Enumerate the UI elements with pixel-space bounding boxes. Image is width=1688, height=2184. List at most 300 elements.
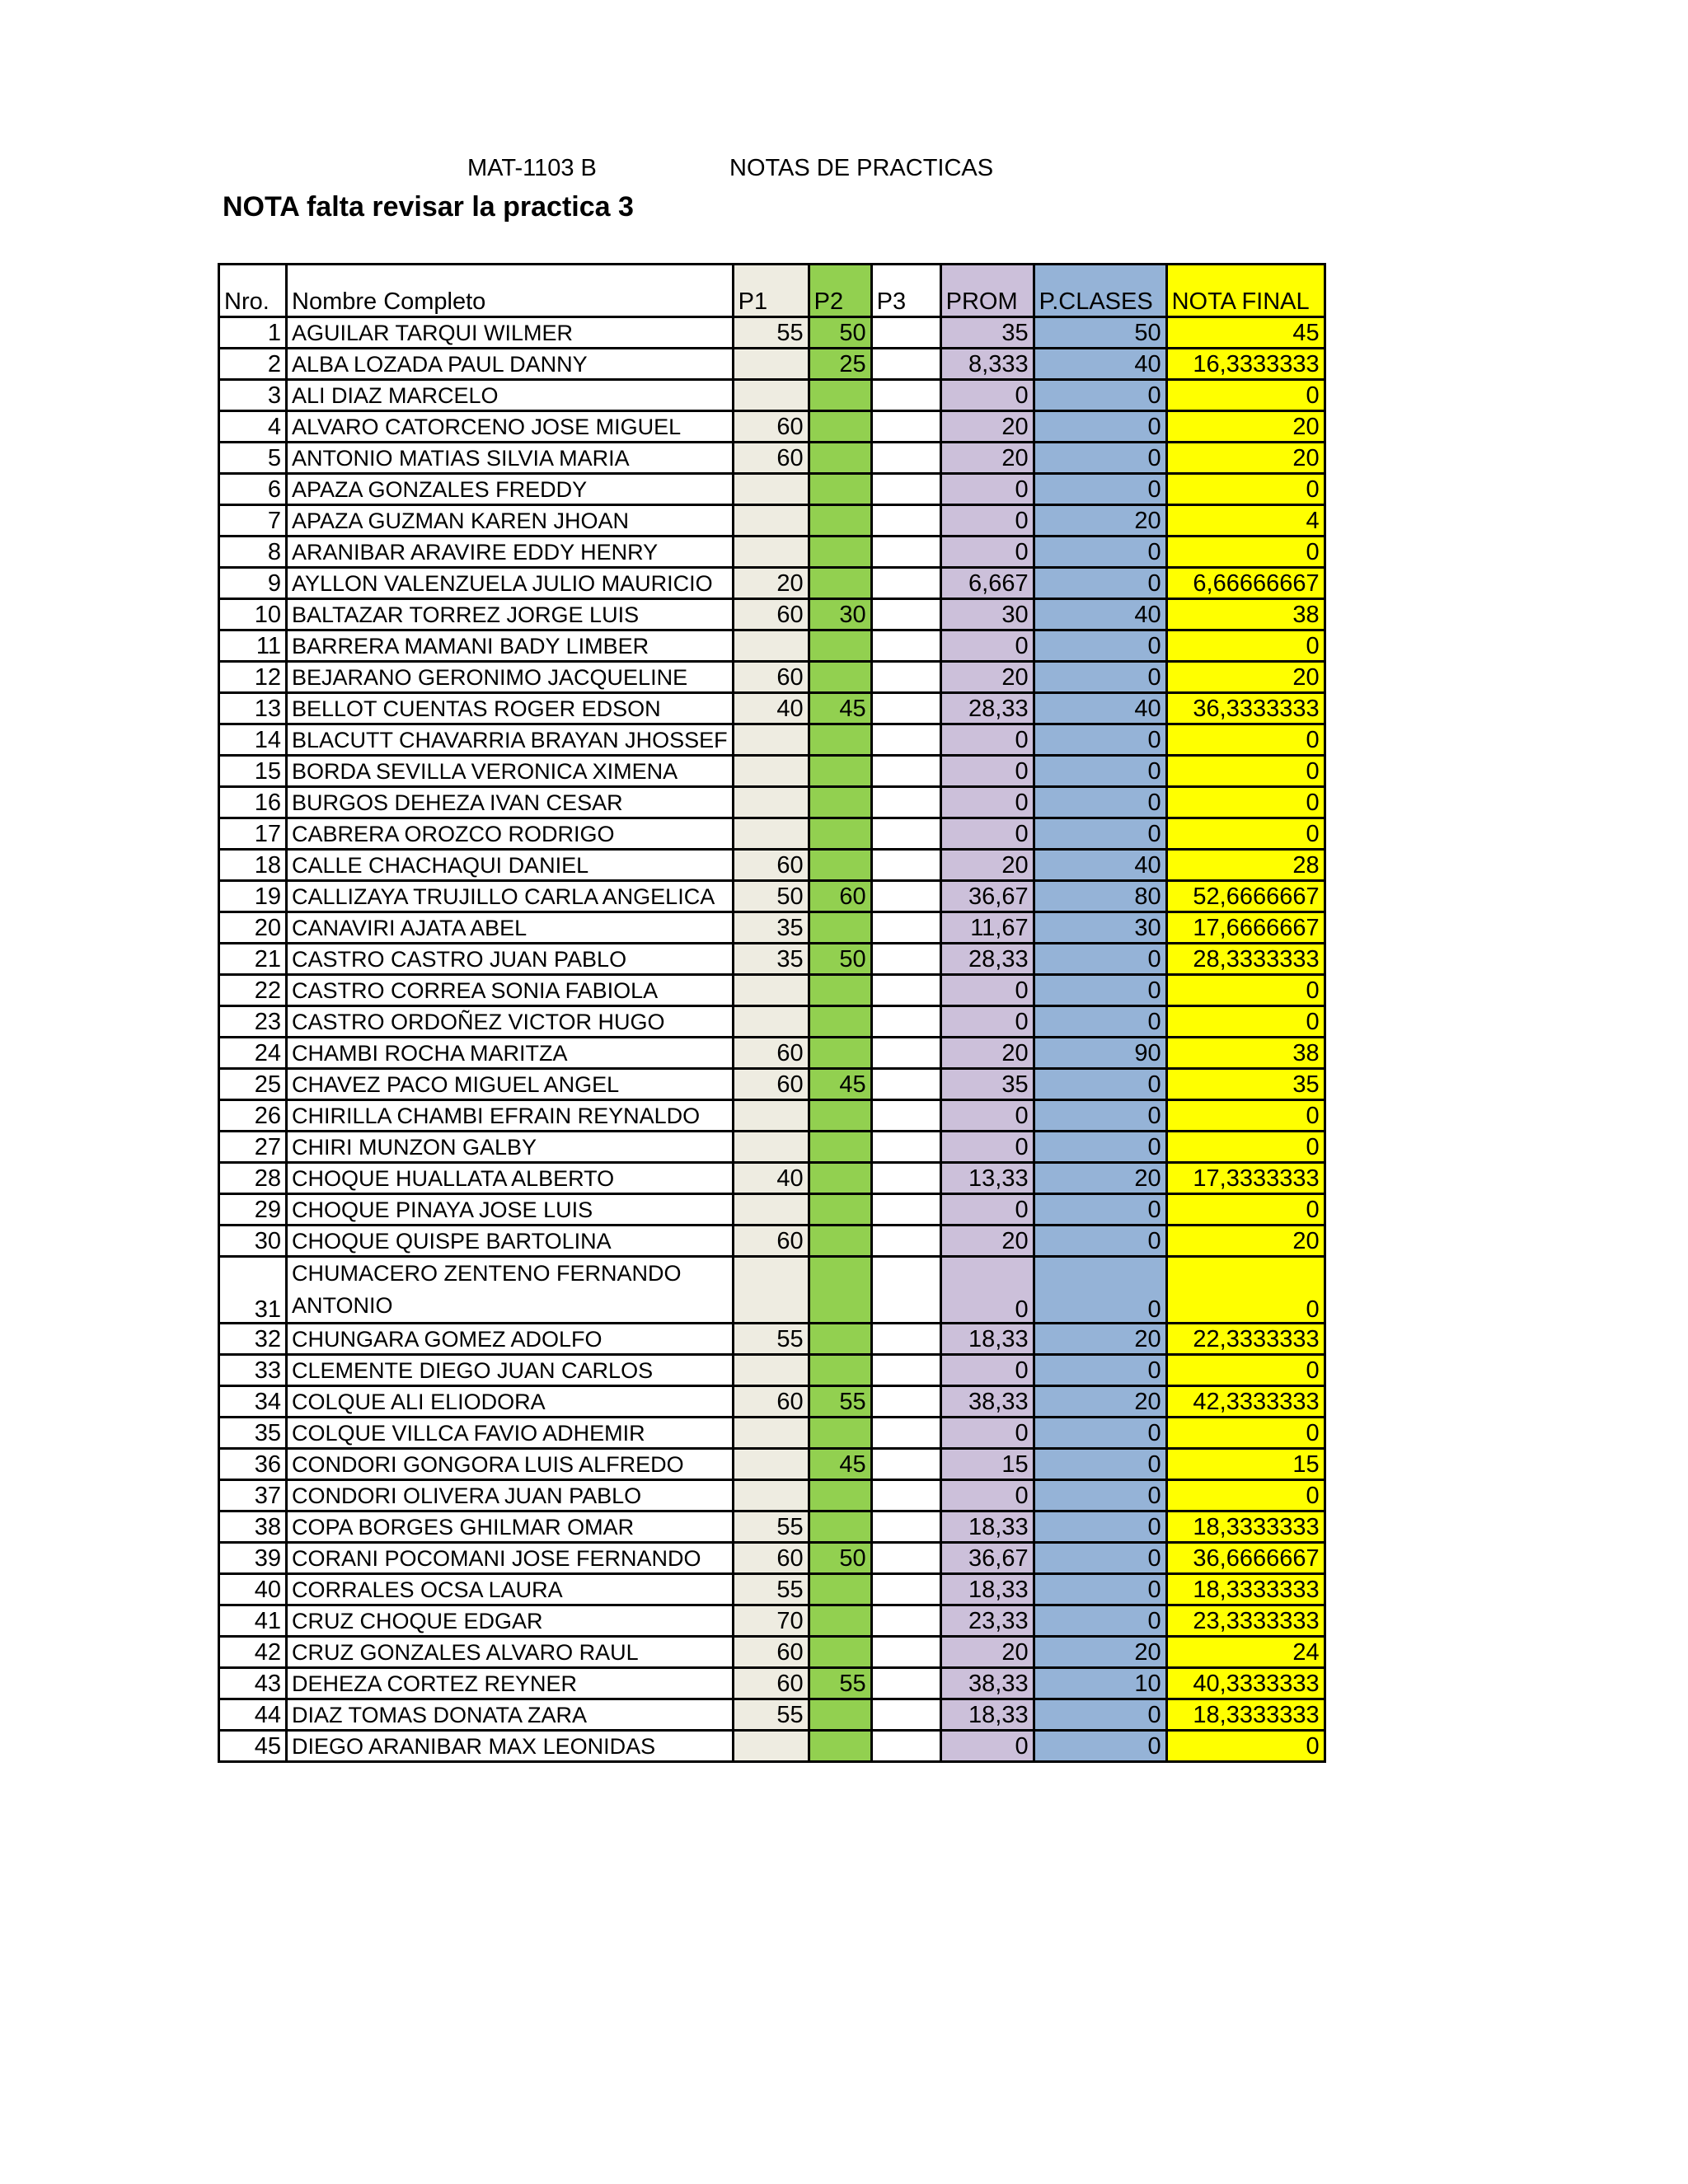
cell-name: CRUZ CHOQUE EDGAR: [287, 1605, 734, 1637]
cell-nro: 26: [219, 1100, 287, 1132]
cell-p-clases: 0: [1034, 1069, 1166, 1100]
cell-name: DIAZ TOMAS DONATA ZARA: [287, 1699, 734, 1731]
table-row: [219, 756, 1325, 787]
cell-nota-final: 20: [1166, 662, 1325, 693]
cell-prom: 28,33: [940, 693, 1034, 724]
cell-p-clases: 0: [1034, 1480, 1166, 1511]
table-row: [219, 599, 1325, 630]
cell-name: CRUZ GONZALES ALVARO RAUL: [287, 1637, 734, 1668]
table-row: [219, 1100, 1325, 1132]
cell-p2: [809, 912, 871, 944]
cell-p3: [871, 1386, 940, 1418]
cell-name: CORRALES OCSA LAURA: [287, 1574, 734, 1605]
table-row: [219, 975, 1325, 1006]
cell-p1: [733, 1355, 809, 1386]
cell-p-clases: 0: [1034, 1731, 1166, 1762]
table-row: [219, 1038, 1325, 1069]
cell-p2: 45: [809, 1449, 871, 1480]
cell-prom: 0: [940, 1132, 1034, 1163]
cell-p3: [871, 1511, 940, 1543]
cell-p-clases: 0: [1034, 411, 1166, 443]
table-row: [219, 505, 1325, 537]
cell-p2: [809, 380, 871, 411]
cell-prom: 36,67: [940, 1543, 1034, 1574]
table-row: [219, 1355, 1325, 1386]
cell-p2: [809, 568, 871, 599]
cell-p2: 50: [809, 317, 871, 349]
cell-name: ALBA LOZADA PAUL DANNY: [287, 349, 734, 380]
cell-nro: 25: [219, 1069, 287, 1100]
cell-nro: 14: [219, 724, 287, 756]
table-row: [219, 850, 1325, 881]
cell-p2: [809, 756, 871, 787]
cell-p1: 50: [733, 881, 809, 912]
cell-p1: 55: [733, 1511, 809, 1543]
cell-nota-final: 0: [1166, 1006, 1325, 1038]
cell-prom: 18,33: [940, 1511, 1034, 1543]
cell-prom: 23,33: [940, 1605, 1034, 1637]
cell-name: CABRERA OROZCO RODRIGO: [287, 818, 734, 850]
cell-prom: 18,33: [940, 1324, 1034, 1355]
table-row: [219, 349, 1325, 380]
cell-nota-final: 28,3333333: [1166, 944, 1325, 975]
cell-p3: [871, 1163, 940, 1194]
cell-p2: [809, 1324, 871, 1355]
cell-name: CASTRO ORDOÑEZ VICTOR HUGO: [287, 1006, 734, 1038]
cell-p3: [871, 1069, 940, 1100]
table-row: [219, 1699, 1325, 1731]
cell-nota-final: 0: [1166, 724, 1325, 756]
cell-name: BELLOT CUENTAS ROGER EDSON: [287, 693, 734, 724]
table-row: [219, 568, 1325, 599]
cell-p3: [871, 1605, 940, 1637]
table-row: [219, 1574, 1325, 1605]
cell-p3: [871, 349, 940, 380]
cell-p3: [871, 1637, 940, 1668]
cell-prom: 0: [940, 1194, 1034, 1226]
cell-p3: [871, 1100, 940, 1132]
cell-p1: 60: [733, 1069, 809, 1100]
cell-prom: 18,33: [940, 1699, 1034, 1731]
cell-name: CLEMENTE DIEGO JUAN CARLOS: [287, 1355, 734, 1386]
cell-nota-final: 0: [1166, 1480, 1325, 1511]
table-row: [219, 944, 1325, 975]
cell-nota-final: 0: [1166, 1257, 1325, 1324]
cell-p1: 60: [733, 1543, 809, 1574]
cell-p3: [871, 1038, 940, 1069]
cell-nro: 12: [219, 662, 287, 693]
cell-nro: 38: [219, 1511, 287, 1543]
cell-nota-final: 0: [1166, 1418, 1325, 1449]
cell-p2: [809, 724, 871, 756]
cell-nota-final: 20: [1166, 443, 1325, 474]
cell-nota-final: 38: [1166, 1038, 1325, 1069]
cell-nota-final: 23,3333333: [1166, 1605, 1325, 1637]
cell-nro: 34: [219, 1386, 287, 1418]
cell-p1: [733, 756, 809, 787]
cell-nota-final: 16,3333333: [1166, 349, 1325, 380]
table-row: [219, 1163, 1325, 1194]
cell-p3: [871, 443, 940, 474]
table-row: [219, 1132, 1325, 1163]
cell-p1: [733, 724, 809, 756]
cell-p3: [871, 1355, 940, 1386]
cell-nota-final: 0: [1166, 1132, 1325, 1163]
cell-p2: [809, 630, 871, 662]
table-row: [219, 1226, 1325, 1257]
cell-nro: 19: [219, 881, 287, 912]
cell-name: CHIRI MUNZON GALBY: [287, 1132, 734, 1163]
cell-name: APAZA GUZMAN KAREN JHOAN: [287, 505, 734, 537]
cell-p1: 60: [733, 1637, 809, 1668]
table-row: [219, 1257, 1325, 1324]
cell-p2: 50: [809, 944, 871, 975]
cell-nota-final: 0: [1166, 1194, 1325, 1226]
column-header-prom: PROM: [940, 265, 1034, 317]
cell-name: CHAVEZ PACO MIGUEL ANGEL: [287, 1069, 734, 1100]
cell-name: BURGOS DEHEZA IVAN CESAR: [287, 787, 734, 818]
cell-p-clases: 0: [1034, 1194, 1166, 1226]
cell-nro: 7: [219, 505, 287, 537]
cell-name: COLQUE VILLCA FAVIO ADHEMIR: [287, 1418, 734, 1449]
cell-p2: [809, 1038, 871, 1069]
cell-nro: 28: [219, 1163, 287, 1194]
cell-nota-final: 0: [1166, 630, 1325, 662]
cell-p-clases: 0: [1034, 756, 1166, 787]
table-row: [219, 818, 1325, 850]
cell-p-clases: 20: [1034, 505, 1166, 537]
table-row: [219, 1605, 1325, 1637]
column-header-name: Nombre Completo: [287, 265, 734, 317]
cell-p1: 55: [733, 1574, 809, 1605]
cell-name: BALTAZAR TORREZ JORGE LUIS: [287, 599, 734, 630]
cell-p3: [871, 1257, 940, 1324]
cell-nro: 43: [219, 1668, 287, 1699]
column-header-nota-final: NOTA FINAL: [1166, 265, 1325, 317]
cell-nro: 23: [219, 1006, 287, 1038]
cell-p3: [871, 1699, 940, 1731]
cell-p1: [733, 818, 809, 850]
cell-nota-final: 42,3333333: [1166, 1386, 1325, 1418]
cell-p-clases: 80: [1034, 881, 1166, 912]
cell-p-clases: 0: [1034, 1574, 1166, 1605]
cell-p-clases: 0: [1034, 1257, 1166, 1324]
table-row: [219, 724, 1325, 756]
cell-name: CHOQUE PINAYA JOSE LUIS: [287, 1194, 734, 1226]
cell-nro: 9: [219, 568, 287, 599]
cell-p1: [733, 1194, 809, 1226]
cell-prom: 11,67: [940, 912, 1034, 944]
cell-p1: 60: [733, 1226, 809, 1257]
cell-p-clases: 0: [1034, 1543, 1166, 1574]
table-row: [219, 1637, 1325, 1668]
cell-p2: [809, 1480, 871, 1511]
cell-p1: [733, 1006, 809, 1038]
cell-p3: [871, 662, 940, 693]
cell-name: ARANIBAR ARAVIRE EDDY HENRY: [287, 537, 734, 568]
cell-nro: 4: [219, 411, 287, 443]
cell-p1: [733, 1257, 809, 1324]
cell-p-clases: 0: [1034, 1699, 1166, 1731]
review-note: NOTA falta revisar la practica 3: [223, 191, 634, 223]
column-header-p2: P2: [809, 265, 871, 317]
cell-prom: 36,67: [940, 881, 1034, 912]
page-title: NOTAS DE PRACTICAS: [729, 155, 994, 181]
cell-p-clases: 0: [1034, 1418, 1166, 1449]
cell-name: DIEGO ARANIBAR MAX LEONIDAS: [287, 1731, 734, 1762]
cell-p1: 60: [733, 443, 809, 474]
cell-p-clases: 50: [1034, 317, 1166, 349]
table-row: [219, 474, 1325, 505]
cell-p2: [809, 1511, 871, 1543]
table-row: [219, 662, 1325, 693]
table-row: [219, 1449, 1325, 1480]
table-row: [219, 1069, 1325, 1100]
table-row: [219, 1418, 1325, 1449]
cell-nota-final: 0: [1166, 818, 1325, 850]
cell-p1: 60: [733, 850, 809, 881]
cell-nro: 32: [219, 1324, 287, 1355]
cell-p2: [809, 1637, 871, 1668]
cell-nro: 8: [219, 537, 287, 568]
cell-nro: 40: [219, 1574, 287, 1605]
cell-nro: 45: [219, 1731, 287, 1762]
cell-p2: 45: [809, 693, 871, 724]
cell-nro: 36: [219, 1449, 287, 1480]
cell-p2: 55: [809, 1668, 871, 1699]
cell-prom: 20: [940, 662, 1034, 693]
cell-p-clases: 20: [1034, 1637, 1166, 1668]
cell-nro: 18: [219, 850, 287, 881]
cell-p-clases: 10: [1034, 1668, 1166, 1699]
cell-prom: 0: [940, 1006, 1034, 1038]
cell-nota-final: 24: [1166, 1637, 1325, 1668]
cell-p2: [809, 1355, 871, 1386]
cell-name: COPA BORGES GHILMAR OMAR: [287, 1511, 734, 1543]
table-row: [219, 1731, 1325, 1762]
cell-p2: [809, 1605, 871, 1637]
cell-prom: 20: [940, 1637, 1034, 1668]
cell-name: CHAMBI ROCHA MARITZA: [287, 1038, 734, 1069]
cell-p2: [809, 1257, 871, 1324]
cell-p3: [871, 411, 940, 443]
cell-p3: [871, 1731, 940, 1762]
cell-nro: 27: [219, 1132, 287, 1163]
cell-p3: [871, 1226, 940, 1257]
cell-p-clases: 0: [1034, 380, 1166, 411]
table-row: [219, 1480, 1325, 1511]
cell-p1: 35: [733, 944, 809, 975]
cell-prom: 0: [940, 1257, 1034, 1324]
cell-nota-final: 0: [1166, 474, 1325, 505]
cell-name: CONDORI GONGORA LUIS ALFREDO: [287, 1449, 734, 1480]
cell-p3: [871, 380, 940, 411]
cell-nota-final: 0: [1166, 756, 1325, 787]
cell-name: ANTONIO MATIAS SILVIA MARIA: [287, 443, 734, 474]
cell-name: ALVARO CATORCENO JOSE MIGUEL: [287, 411, 734, 443]
cell-name: CASTRO CASTRO JUAN PABLO: [287, 944, 734, 975]
cell-prom: 13,33: [940, 1163, 1034, 1194]
cell-p-clases: 0: [1034, 1605, 1166, 1637]
cell-prom: 0: [940, 1731, 1034, 1762]
cell-prom: 38,33: [940, 1386, 1034, 1418]
cell-name: CHOQUE HUALLATA ALBERTO: [287, 1163, 734, 1194]
cell-nota-final: 0: [1166, 537, 1325, 568]
cell-name: AYLLON VALENZUELA JULIO MAURICIO: [287, 568, 734, 599]
cell-name: CONDORI OLIVERA JUAN PABLO: [287, 1480, 734, 1511]
cell-p3: [871, 537, 940, 568]
cell-p2: [809, 505, 871, 537]
cell-name: BEJARANO GERONIMO JACQUELINE: [287, 662, 734, 693]
cell-p2: [809, 443, 871, 474]
cell-prom: 0: [940, 1418, 1034, 1449]
table-row: [219, 443, 1325, 474]
cell-prom: 0: [940, 975, 1034, 1006]
grades-table-body: [219, 265, 1325, 1762]
cell-p2: [809, 1731, 871, 1762]
cell-p3: [871, 1668, 940, 1699]
cell-name: CANAVIRI AJATA ABEL: [287, 912, 734, 944]
table-row: [219, 1324, 1325, 1355]
cell-p2: 50: [809, 1543, 871, 1574]
cell-nota-final: 0: [1166, 1355, 1325, 1386]
cell-p-clases: 0: [1034, 1006, 1166, 1038]
cell-name: CHIRILLA CHAMBI EFRAIN REYNALDO: [287, 1100, 734, 1132]
cell-p3: [871, 881, 940, 912]
cell-p1: [733, 474, 809, 505]
cell-prom: 0: [940, 1100, 1034, 1132]
cell-nro: 37: [219, 1480, 287, 1511]
table-row: [219, 411, 1325, 443]
column-header-p1: P1: [733, 265, 809, 317]
cell-p3: [871, 474, 940, 505]
cell-p-clases: 0: [1034, 1226, 1166, 1257]
cell-nro: 22: [219, 975, 287, 1006]
cell-p1: [733, 787, 809, 818]
cell-p2: [809, 1132, 871, 1163]
cell-p-clases: 20: [1034, 1163, 1166, 1194]
cell-p-clases: 0: [1034, 662, 1166, 693]
cell-p-clases: 0: [1034, 537, 1166, 568]
cell-nro: 29: [219, 1194, 287, 1226]
cell-p-clases: 0: [1034, 1100, 1166, 1132]
cell-p2: [809, 1163, 871, 1194]
cell-prom: 0: [940, 756, 1034, 787]
cell-nota-final: 45: [1166, 317, 1325, 349]
cell-name: APAZA GONZALES FREDDY: [287, 474, 734, 505]
cell-p2: [809, 537, 871, 568]
cell-p-clases: 0: [1034, 975, 1166, 1006]
cell-p2: [809, 1100, 871, 1132]
cell-nota-final: 36,6666667: [1166, 1543, 1325, 1574]
cell-p2: [809, 474, 871, 505]
cell-prom: 0: [940, 818, 1034, 850]
cell-nro: 3: [219, 380, 287, 411]
cell-p-clases: 40: [1034, 850, 1166, 881]
cell-p1: 55: [733, 1324, 809, 1355]
cell-p-clases: 90: [1034, 1038, 1166, 1069]
cell-p1: [733, 505, 809, 537]
cell-p1: 60: [733, 1386, 809, 1418]
cell-p1: 70: [733, 1605, 809, 1637]
cell-p3: [871, 1324, 940, 1355]
cell-prom: 20: [940, 1038, 1034, 1069]
cell-p1: [733, 630, 809, 662]
cell-prom: 35: [940, 1069, 1034, 1100]
cell-prom: 20: [940, 1226, 1034, 1257]
cell-p1: [733, 1100, 809, 1132]
cell-p3: [871, 944, 940, 975]
cell-p2: [809, 1194, 871, 1226]
cell-nota-final: 40,3333333: [1166, 1668, 1325, 1699]
cell-p-clases: 40: [1034, 349, 1166, 380]
cell-prom: 20: [940, 411, 1034, 443]
cell-p2: 25: [809, 349, 871, 380]
cell-nota-final: 4: [1166, 505, 1325, 537]
cell-nota-final: 20: [1166, 1226, 1325, 1257]
cell-name: ALI DIAZ MARCELO: [287, 380, 734, 411]
cell-p2: [809, 975, 871, 1006]
cell-p-clases: 0: [1034, 724, 1166, 756]
table-row: [219, 787, 1325, 818]
cell-prom: 0: [940, 630, 1034, 662]
cell-name: CHOQUE QUISPE BARTOLINA: [287, 1226, 734, 1257]
cell-prom: 28,33: [940, 944, 1034, 975]
cell-nro: 30: [219, 1226, 287, 1257]
cell-p2: [809, 850, 871, 881]
cell-p-clases: 30: [1034, 912, 1166, 944]
cell-p1: [733, 1449, 809, 1480]
cell-p2: 60: [809, 881, 871, 912]
cell-name: CORANI POCOMANI JOSE FERNANDO: [287, 1543, 734, 1574]
cell-name: AGUILAR TARQUI WILMER: [287, 317, 734, 349]
cell-p-clases: 0: [1034, 630, 1166, 662]
cell-nota-final: 0: [1166, 787, 1325, 818]
cell-nota-final: 17,6666667: [1166, 912, 1325, 944]
cell-p3: [871, 724, 940, 756]
table-row: [219, 1006, 1325, 1038]
cell-nota-final: 35: [1166, 1069, 1325, 1100]
cell-nro: 35: [219, 1418, 287, 1449]
cell-prom: 0: [940, 505, 1034, 537]
cell-name: BLACUTT CHAVARRIA BRAYAN JHOSSEF: [287, 724, 734, 756]
cell-prom: 38,33: [940, 1668, 1034, 1699]
cell-p3: [871, 1132, 940, 1163]
cell-p3: [871, 818, 940, 850]
cell-name: DEHEZA CORTEZ REYNER: [287, 1668, 734, 1699]
cell-p3: [871, 912, 940, 944]
table-row: [219, 1668, 1325, 1699]
cell-p3: [871, 1480, 940, 1511]
cell-p1: [733, 1480, 809, 1511]
cell-p1: 40: [733, 1163, 809, 1194]
table-row: [219, 630, 1325, 662]
column-header-p-clases: P.CLASES: [1034, 265, 1166, 317]
cell-nro: 15: [219, 756, 287, 787]
cell-prom: 0: [940, 1355, 1034, 1386]
cell-p-clases: 0: [1034, 818, 1166, 850]
cell-nota-final: 18,3333333: [1166, 1511, 1325, 1543]
cell-p3: [871, 505, 940, 537]
cell-nota-final: 20: [1166, 411, 1325, 443]
cell-nota-final: 36,3333333: [1166, 693, 1325, 724]
cell-p2: 55: [809, 1386, 871, 1418]
cell-p-clases: 40: [1034, 599, 1166, 630]
cell-prom: 35: [940, 317, 1034, 349]
cell-p-clases: 0: [1034, 1355, 1166, 1386]
cell-p1: [733, 380, 809, 411]
cell-p3: [871, 599, 940, 630]
